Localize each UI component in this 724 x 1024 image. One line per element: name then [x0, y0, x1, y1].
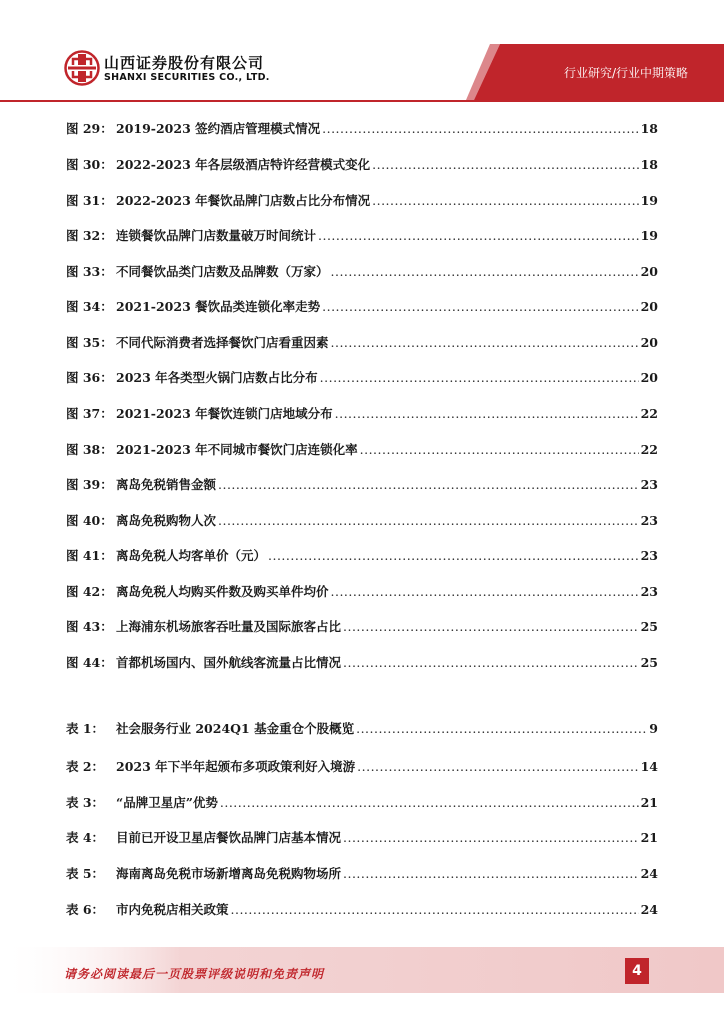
dot-leader: [268, 548, 639, 563]
toc-page: 20: [640, 335, 658, 350]
toc-title: 海南离岛免税市场新增离岛免税购物场所: [116, 866, 342, 881]
dot-leader: [218, 477, 639, 492]
toc-label: 图 41：: [66, 548, 113, 563]
toc-label: 图 34：: [66, 299, 113, 314]
dot-leader: [357, 759, 638, 774]
toc-title: 2022-2023 年各层级酒店特许经营模式变化: [116, 157, 371, 172]
toc-label: 表 6：: [66, 902, 105, 917]
toc-title: 2021-2023 年餐饮连锁门店地域分布: [116, 406, 333, 421]
toc-entry[interactable]: [66, 864, 658, 884]
header-divider: [0, 100, 724, 102]
toc-title: 离岛免税人均客单价（元）: [116, 548, 267, 563]
toc-entry[interactable]: [66, 511, 658, 531]
dot-leader: [372, 157, 638, 172]
dot-leader: [356, 721, 647, 736]
toc-page: 23: [640, 584, 658, 599]
toc-entry[interactable]: [66, 475, 658, 495]
toc-page: 14: [640, 759, 658, 774]
dot-leader: [322, 299, 638, 314]
toc-label: 图 43：: [66, 619, 113, 634]
toc-page: 18: [640, 157, 658, 172]
dot-leader: [372, 193, 638, 208]
toc-page: 25: [640, 655, 658, 670]
toc-title: 不同餐饮品类门店数及品牌数（万家）: [116, 264, 329, 279]
toc-entry[interactable]: [66, 653, 658, 673]
toc-entry[interactable]: [66, 617, 658, 637]
toc-page: 21: [640, 795, 658, 810]
toc-page: 22: [640, 442, 658, 457]
toc-page: 20: [640, 264, 658, 279]
toc-entry[interactable]: [66, 900, 658, 920]
toc-entry[interactable]: [66, 440, 658, 460]
toc-title: 离岛免税人均购买件数及购买单件均价: [116, 584, 329, 599]
toc-page: 18: [640, 121, 658, 136]
toc-label: 图 35：: [66, 335, 113, 350]
toc-entry[interactable]: [66, 262, 658, 282]
toc-label: 表 1：: [66, 721, 105, 736]
dot-leader: [318, 228, 639, 243]
toc-page: 24: [640, 866, 658, 881]
toc-label: 表 2：: [66, 759, 105, 774]
toc-label: 图 39：: [66, 477, 113, 492]
toc-label: 图 38：: [66, 442, 113, 457]
toc-entry[interactable]: [66, 297, 658, 317]
dot-leader: [331, 264, 639, 279]
toc-label: 表 4：: [66, 830, 105, 845]
toc-title: 连锁餐饮品牌门店数量破万时间统计: [116, 228, 317, 243]
toc-entry[interactable]: [66, 404, 658, 424]
toc-page: 23: [640, 477, 658, 492]
toc-page: 19: [640, 193, 658, 208]
toc-label: 图 42：: [66, 584, 113, 599]
toc-label: 图 40：: [66, 513, 113, 528]
page-number: 4: [625, 958, 649, 984]
toc-page: 23: [640, 513, 658, 528]
toc-title: 2019-2023 签约酒店管理模式情况: [116, 121, 321, 136]
toc-title: “品牌卫星店”优势: [116, 795, 218, 810]
toc-entry[interactable]: [66, 368, 658, 388]
dot-leader: [220, 795, 639, 810]
toc-label: 表 3：: [66, 795, 105, 810]
footer-disclaimer: 请务必阅读最后一页股票评级说明和免责声明: [64, 967, 325, 981]
dot-leader: [343, 866, 639, 881]
toc-label: 图 44：: [66, 655, 113, 670]
toc-entry[interactable]: [66, 191, 658, 211]
toc-label: 图 36：: [66, 370, 113, 385]
toc-title: 离岛免税销售金额: [116, 477, 217, 492]
toc-title: 2021-2023 餐饮品类连锁化率走势: [116, 299, 321, 314]
toc-title: 目前已开设卫星店餐饮品牌门店基本情况: [116, 830, 342, 845]
page-header: [0, 0, 724, 102]
toc-label: 图 33：: [66, 264, 113, 279]
toc-title: 2023 年下半年起颁布多项政策利好入境游: [116, 759, 356, 774]
dot-leader: [343, 655, 639, 670]
toc-title: 离岛免税购物人次: [116, 513, 217, 528]
company-name-en: SHANXI SECURITIES CO., LTD.: [104, 72, 270, 83]
toc-page: 24: [640, 902, 658, 917]
toc-page: 20: [640, 299, 658, 314]
toc-label: 表 5：: [66, 866, 105, 881]
toc-entry[interactable]: [66, 333, 658, 353]
dot-leader: [343, 619, 639, 634]
toc-title: 首都机场国内、国外航线客流量占比情况: [116, 655, 342, 670]
toc-label: 图 29：: [66, 121, 113, 136]
toc-entry[interactable]: [66, 155, 658, 175]
toc-title: 2021-2023 年不同城市餐饮门店连锁化率: [116, 442, 358, 457]
toc-page: 19: [640, 228, 658, 243]
toc-entry[interactable]: [66, 719, 658, 739]
toc-page: 25: [640, 619, 658, 634]
toc-page: 23: [640, 548, 658, 563]
dot-leader: [335, 406, 639, 421]
toc-entry[interactable]: [66, 582, 658, 602]
report-category: 行业研究/行业中期策略: [563, 66, 688, 80]
toc-title: 2022-2023 年餐饮品牌门店数占比分布情况: [116, 193, 371, 208]
toc-label: 图 31：: [66, 193, 113, 208]
header-banner: [0, 0, 724, 102]
toc-title: 不同代际消费者选择餐饮门店看重因素: [116, 335, 329, 350]
dot-leader: [331, 584, 639, 599]
toc-label: 图 37：: [66, 406, 113, 421]
dot-leader: [320, 370, 639, 385]
toc-title: 2023 年各类型火锅门店数占比分布: [116, 370, 318, 385]
toc-page: 21: [640, 830, 658, 845]
toc-page: 22: [640, 406, 658, 421]
toc-entry[interactable]: [66, 793, 658, 813]
toc-entry[interactable]: [66, 828, 658, 848]
dot-leader: [331, 335, 639, 350]
dot-leader: [231, 902, 639, 917]
dot-leader: [322, 121, 638, 136]
toc-page: 9: [649, 721, 658, 736]
toc-page: 20: [640, 370, 658, 385]
toc-entry[interactable]: [66, 119, 658, 139]
company-name-cn: 山西证券股份有限公司: [104, 54, 265, 72]
toc-label: 图 30：: [66, 157, 113, 172]
toc-entry[interactable]: [66, 546, 658, 566]
toc-title: 上海浦东机场旅客吞吐量及国际旅客占比: [116, 619, 342, 634]
toc-title: 市内免税店相关政策: [116, 902, 229, 917]
toc-entry[interactable]: [66, 226, 658, 246]
dot-leader: [343, 830, 639, 845]
toc-entry[interactable]: [66, 757, 658, 777]
toc-title: 社会服务行业 2024Q1 基金重仓个股概览: [116, 721, 355, 736]
dot-leader: [360, 442, 639, 457]
toc-label: 图 32：: [66, 228, 113, 243]
dot-leader: [218, 513, 639, 528]
